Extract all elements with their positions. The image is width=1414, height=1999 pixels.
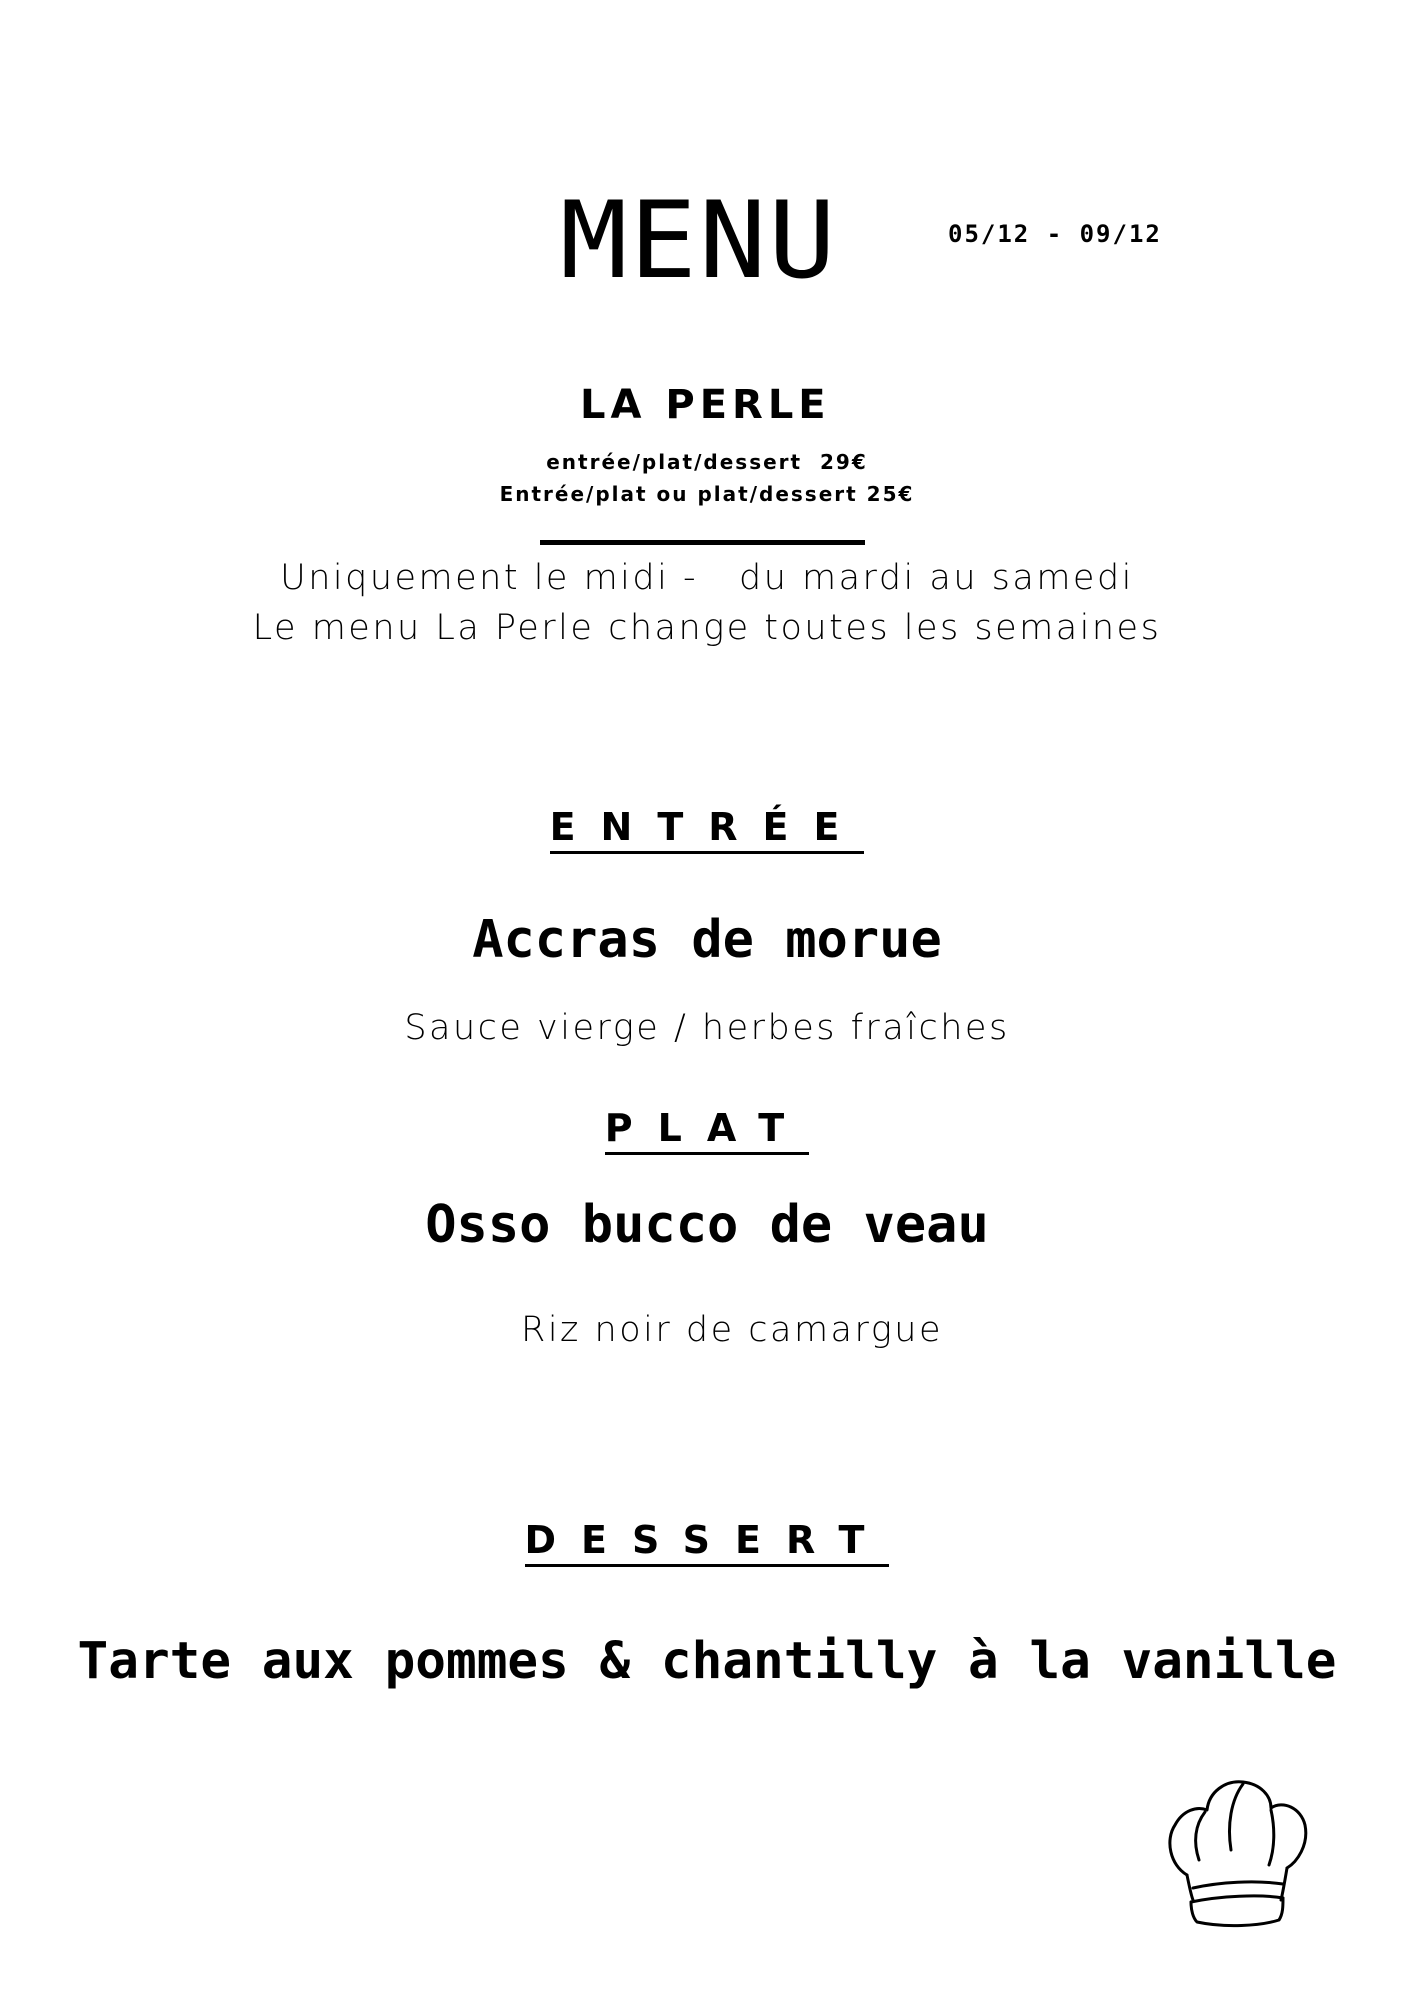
dish-name-plat: Osso bucco de veau xyxy=(425,1195,989,1255)
dish-name-dessert: Tarte aux pommes & chantilly à la vanille xyxy=(77,1632,1337,1691)
menu-dates: 05/12 - 09/12 xyxy=(948,220,1162,248)
section-heading-plat-label: PLAT xyxy=(605,1106,809,1155)
price-partial-menu: Entrée/plat ou plat/dessert 25€ xyxy=(499,482,915,506)
section-heading-dessert-label: DESSERT xyxy=(525,1518,890,1567)
restaurant-name: LA PERLE xyxy=(580,382,831,428)
divider xyxy=(540,540,865,545)
dish-description-plat: Riz noir de camargue xyxy=(521,1310,943,1350)
section-heading-entree xyxy=(0,805,1414,854)
chef-hat-icon xyxy=(1165,1770,1310,1930)
dish-description-entree: Sauce vierge / herbes fraîches xyxy=(404,1008,1010,1048)
menu-change-note: Le menu La Perle change toutes les semaines xyxy=(252,608,1162,648)
section-heading-entree-label: ENTRÉE xyxy=(550,805,865,854)
dish-name-entree: Accras de morue xyxy=(472,910,942,970)
page-title: MENU xyxy=(560,179,838,303)
section-heading-dessert xyxy=(0,1518,1414,1567)
section-heading-plat xyxy=(0,1106,1414,1155)
service-hours: Uniquement le midi - du mardi au samedi xyxy=(280,558,1134,598)
price-full-menu: entrée/plat/dessert 29€ xyxy=(546,450,868,474)
